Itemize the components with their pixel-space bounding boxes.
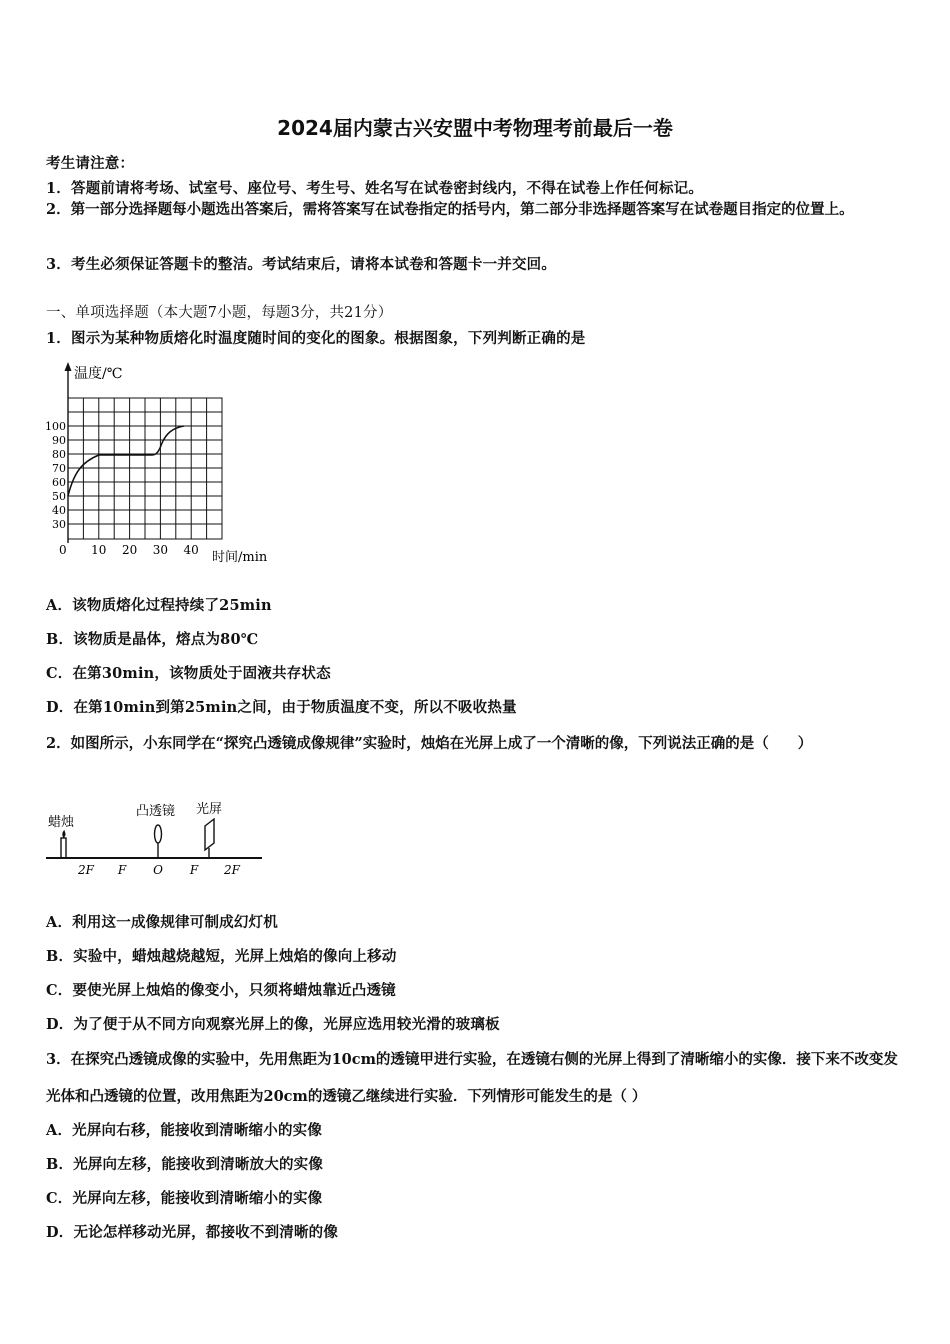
x-tick: 10 [91,543,107,557]
temperature-curve [68,426,184,496]
y-tick: 40 [52,504,66,517]
q2-option-b: B．实验中，蜡烛越烧越短，光屏上烛焰的像向上移动 [46,948,397,965]
x-tick-labels [91,543,199,557]
screen-icon [205,819,214,850]
x-tick: 30 [152,543,169,557]
q1-option-a: A．该物质熔化过程持续了25min [46,597,272,614]
grid [68,398,222,539]
q1-option-c: C．在第30min，该物质处于固液共存状态 [46,665,331,682]
section-heading: 一、单项选择题（本大题7小题，每题3分，共21分） [46,305,393,321]
flame-icon [62,830,65,838]
q3-option-a: A．光屏向右移，能接收到清晰缩小的实像 [46,1122,323,1139]
candle-icon [61,838,66,858]
x-tick: 40 [183,543,199,557]
convex-lens-icon [155,825,162,843]
notice-item-3: 3．考生必须保证答题卡的整洁。考试结束后，请将本试卷和答题卡一并交回。 [46,256,557,273]
y-tick: 60 [52,476,66,489]
bench-mark: F [117,863,127,877]
optical-bench-diagram [44,796,264,880]
q3-option-b: B．光屏向左移，能接收到清晰放大的实像 [46,1156,324,1173]
melting-graph [44,358,284,568]
y-tick: 90 [52,434,66,447]
origin-label: 0 [59,543,67,557]
y-tick: 100 [45,420,66,433]
candle-label: 蜡烛 [48,815,75,830]
bench-mark: F [189,863,199,877]
q1-option-d: D．在第10min到第25min之间，由于物质温度不变，所以不吸收热量 [46,699,517,716]
notice-item-2: 2．第一部分选择题每小题选出答案后，需将答案写在试卷指定的括号内，第二部分非选择题答案写在试卷题目指定的位置上。 [46,201,854,218]
q3-option-c: C．光屏向左移，能接收到清晰缩小的实像 [46,1190,323,1207]
notice-item-1: 1．答题前请将考场、试室号、座位号、考生号、姓名写在试卷密封线内，不得在试卷上作任何标记。 [46,180,704,197]
q2-option-a: A．利用这一成像规律可制成幻灯机 [46,914,278,931]
lens-label: 凸透镜 [136,804,176,819]
page-title: 2024届内蒙古兴安盟中考物理考前最后一卷 [277,116,673,140]
screen-label: 光屏 [196,802,223,817]
q3-stem: 3．在探究凸透镜成像的实验中，先用焦距为10cm的透镜甲进行实验，在透镜右侧的光屏上得到了清晰缩小的实像．接下来不改变发光体和凸透镜的位置，改用焦距为20cm的透镜乙继续进行实验．下列情形可能发生的是（ ） [46,1051,898,1105]
bench-marks [77,863,241,877]
notice-heading: 考生请注意： [46,155,135,172]
bench-mark: 2F [78,863,94,877]
x-tick: 20 [121,543,138,557]
q3-option-d: D．无论怎样移动光屏，都接收不到清晰的像 [46,1224,339,1241]
x-axis-label: 时间/min [212,550,268,565]
y-axis-arrow-icon [65,362,72,371]
q1-stem: 1．图示为某种物质熔化时温度随时间的变化的图象。根据图象，下列判断正确的是 [46,330,586,347]
y-tick: 50 [52,490,66,503]
y-tick: 30 [52,518,66,531]
q2-option-d: D．为了便于从不同方向观察光屏上的像，光屏应选用较光滑的玻璃板 [46,1016,500,1033]
y-axis-label: 温度/℃ [74,366,123,382]
bench-mark: 2F [224,863,240,877]
q2-option-c: C．要使光屏上烛焰的像变小，只须将蜡烛靠近凸透镜 [46,982,396,999]
bench-mark: O [153,863,163,877]
q2-stem: 2．如图所示，小东同学在“探究凸透镜成像规律”实验时，烛焰在光屏上成了一个清晰的像，下列说法正确的是（ ） [46,735,813,752]
y-tick: 80 [52,448,66,461]
y-tick-labels [45,420,66,531]
q1-option-b: B．该物质是晶体，熔点为80℃ [46,631,259,648]
y-tick: 70 [52,462,66,475]
